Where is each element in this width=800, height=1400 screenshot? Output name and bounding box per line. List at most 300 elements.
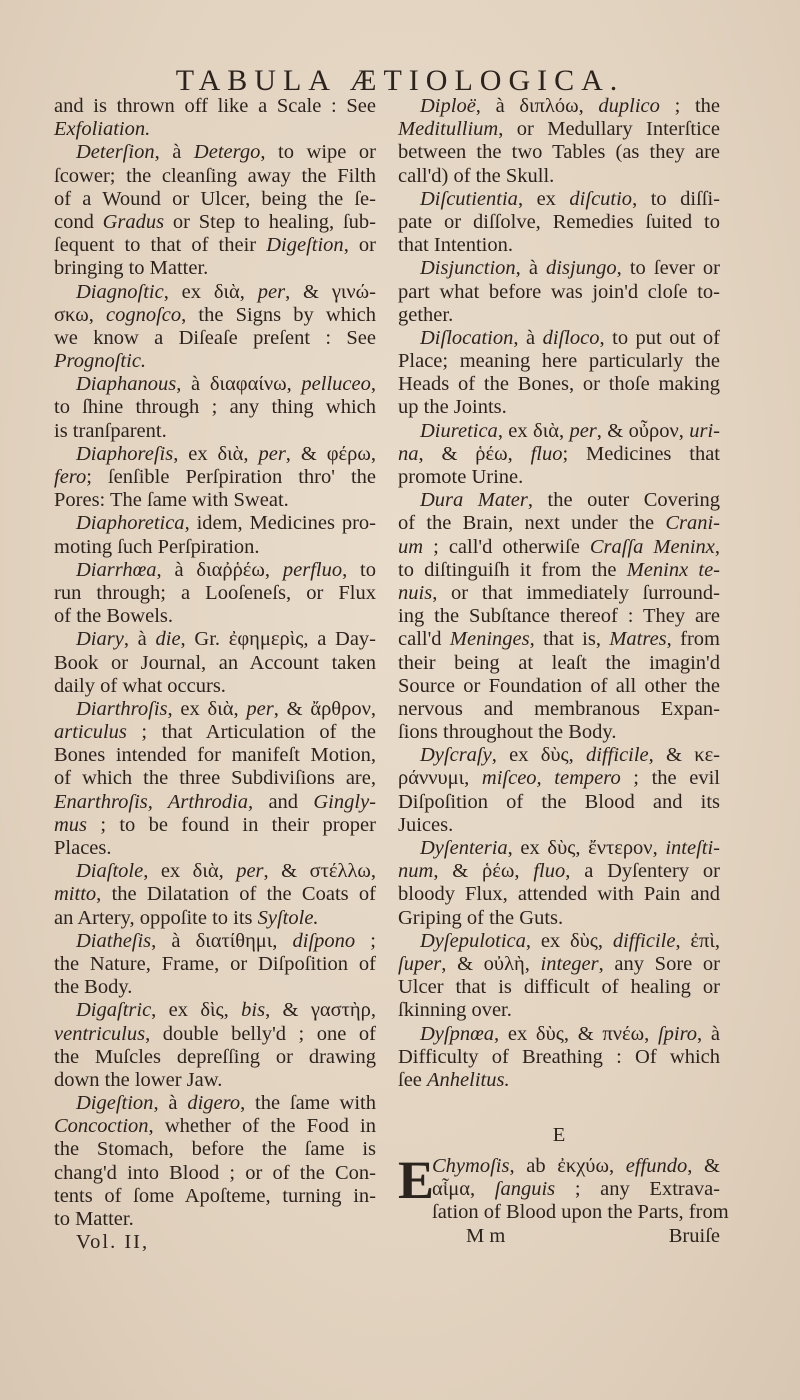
italic-term: integer — [540, 952, 599, 975]
text-line — [54, 327, 376, 350]
text-run: , ἐπὶ, — [675, 929, 720, 952]
text-line — [398, 930, 720, 953]
italic-term: duplico — [598, 95, 660, 117]
text-run: ράννυμι, — [398, 767, 482, 790]
text-line — [54, 1138, 376, 1161]
italic-term: Diarrhœa — [76, 558, 157, 581]
text-line — [398, 141, 720, 164]
text-run: , à διπλόω, — [475, 95, 599, 117]
italic-term: diſpono — [292, 929, 356, 952]
italic-term: Digeſtion — [76, 1092, 154, 1115]
italic-term: Exfoliation. — [54, 118, 151, 141]
text-line — [54, 652, 376, 675]
text-run: Source or Foundation of all other the — [398, 674, 720, 697]
text-run: , any Sore or — [598, 952, 720, 975]
italic-term: disjungo — [546, 257, 617, 280]
text-line — [54, 234, 376, 257]
text-run: ; the evil — [620, 767, 721, 790]
text-line — [398, 165, 720, 188]
italic-term: miſceo, tempero — [481, 767, 621, 790]
italic-term: Prognoſtic. — [54, 350, 147, 373]
text-run: σκω, — [54, 303, 106, 326]
text-run: up the Joints. — [398, 396, 507, 419]
text-line — [398, 234, 720, 257]
text-line — [398, 814, 720, 837]
text-run: run through; a Looſeneſs, or Flux — [54, 581, 376, 604]
text-run: Juices. — [398, 813, 454, 836]
text-run: αἷμα, — [432, 1178, 495, 1201]
text-run: , & ῥέω, — [418, 442, 531, 465]
text-run: Places. — [54, 837, 112, 859]
text-run: Bones intended for manifeſt Motion, — [54, 744, 376, 767]
text-line — [398, 698, 720, 721]
italic-term: Diatheſis — [76, 929, 152, 952]
text-run: , — [370, 373, 376, 396]
text-run: ; ſenſible Perſpiration thro' the — [86, 466, 376, 488]
text-line — [398, 211, 720, 234]
italic-term: Dyſcraſy — [420, 744, 492, 767]
text-run: to Matter. — [54, 1208, 134, 1230]
text-run: , à διαφαίνω, — [176, 373, 302, 396]
italic-term: ſpiro — [657, 1022, 698, 1045]
italic-term: num — [398, 860, 434, 883]
text-run: ſcower; the cleanſing away the Filth — [54, 164, 376, 187]
italic-term: fluo — [530, 442, 563, 465]
italic-term: Craſſa Meninx — [589, 535, 715, 558]
italic-term: perfluo — [282, 558, 343, 581]
italic-term: na — [398, 442, 419, 465]
text-run: , ex διὰ, — [143, 860, 237, 883]
text-run: , to wipe or — [260, 141, 376, 164]
text-run: , & — [687, 1155, 720, 1178]
text-line — [398, 304, 720, 327]
text-run: , the outer Covering — [527, 489, 720, 512]
text-run: , double belly'd ; one of — [145, 1022, 376, 1045]
text-line — [54, 1092, 376, 1115]
text-run: Difficulty of Breathing : Of which — [398, 1045, 720, 1068]
text-run: bloody Flux, attended with Pain and — [398, 883, 720, 906]
text-run: ſation of Blood upon the Parts, from — [432, 1201, 729, 1224]
text-line — [398, 652, 720, 675]
text-line — [54, 141, 376, 164]
text-run: ; Medicines that — [562, 442, 720, 465]
text-line — [54, 814, 376, 837]
text-run: bringing to Matter. — [54, 257, 209, 280]
text-line — [398, 559, 720, 582]
text-run: , the Signs by which — [181, 303, 377, 326]
italic-term: digero — [187, 1092, 241, 1115]
italic-term: Gingly- — [313, 790, 376, 813]
italic-term: Diſlocation — [420, 326, 514, 349]
text-run: Diſpoſition of the Blood and its — [398, 790, 720, 813]
text-run: , à — [697, 1022, 720, 1045]
text-line — [54, 420, 376, 443]
text-line — [398, 744, 720, 767]
text-run: of the Bowels. — [54, 605, 173, 628]
text-line — [398, 420, 720, 443]
text-run: , to ſever or — [616, 257, 720, 280]
text-line — [54, 1046, 376, 1069]
text-run: call'd) of the Skull. — [398, 164, 555, 187]
text-run: , ex διὰ, — [167, 697, 247, 720]
drop-cap-entry-text — [398, 1150, 729, 1225]
italic-term: mus — [54, 813, 88, 836]
text-run: , & φέρω, — [285, 442, 376, 465]
text-line — [54, 559, 376, 582]
text-run: , the ſame with — [240, 1092, 376, 1115]
italic-term: Dura Mater — [420, 489, 528, 512]
italic-term: Diagnoſtic — [76, 280, 164, 303]
text-line — [398, 837, 720, 860]
text-run: ing the Subſtance thereof : They are — [398, 605, 720, 628]
text-run: daily of what occurs. — [54, 674, 226, 697]
text-run: , & γαστὴρ, — [265, 999, 376, 1022]
text-run: , à διαῤῥέω, — [156, 558, 283, 581]
text-line — [54, 257, 376, 280]
text-run: between the two Tables (as they are — [398, 141, 720, 164]
text-run: , & γινώ- — [285, 280, 377, 303]
left-column — [54, 95, 376, 1254]
italic-term: Diarthroſis — [76, 697, 168, 720]
text-line — [54, 373, 376, 396]
text-run: pate or diſſolve, Remedies ſuited to — [398, 210, 720, 233]
text-line — [54, 930, 376, 953]
italic-term: diſloco — [542, 326, 600, 349]
text-run: the Stomach, before the ſame is — [54, 1138, 376, 1161]
page-title: TABULA ÆTIOLOGICA. — [175, 64, 625, 97]
italic-term: die — [155, 628, 181, 651]
text-line — [54, 489, 376, 512]
italic-term: Dyſenteria — [420, 837, 508, 859]
text-run: of which the three Subdiviſions are, — [54, 767, 376, 790]
text-run: ; the — [659, 95, 720, 117]
text-line — [54, 791, 376, 814]
text-run: , ex — [517, 187, 570, 210]
text-line — [398, 188, 720, 211]
text-run: , ex δὺς, — [491, 744, 587, 767]
text-line — [398, 976, 720, 999]
text-run: Griping of the Guts. — [398, 906, 564, 929]
text-run: Heads of the Bones, or thoſe making — [398, 373, 720, 396]
text-line — [54, 512, 376, 535]
text-line — [398, 1178, 720, 1201]
italic-term: effundo — [625, 1155, 688, 1178]
text-line — [398, 350, 720, 373]
text-line — [54, 860, 376, 883]
text-run: and — [253, 790, 314, 813]
text-line — [54, 744, 376, 767]
italic-term: mitto — [54, 883, 97, 906]
text-line — [398, 999, 720, 1022]
text-line — [398, 327, 720, 350]
text-line — [398, 675, 720, 698]
italic-term: Deterſion — [76, 141, 155, 164]
text-run: Pores: The ſame with Sweat. — [54, 489, 289, 512]
italic-term: Disjunction — [420, 257, 516, 280]
italic-term: Anhelitus. — [427, 1068, 510, 1091]
italic-term: Concoction — [54, 1115, 149, 1138]
right-column — [398, 95, 729, 1248]
text-run: , à — [515, 257, 547, 280]
text-run: , & ἄρθρον, — [273, 697, 376, 720]
italic-term: uri- — [689, 419, 720, 442]
text-run: or Step to healing, ſub- — [164, 210, 376, 233]
text-run: , à — [153, 1092, 188, 1115]
italic-term: ſuper — [398, 952, 442, 975]
text-line — [54, 1023, 376, 1046]
text-run: , & ῥέω, — [433, 860, 534, 883]
text-line — [54, 466, 376, 489]
text-line — [54, 721, 376, 744]
text-line — [54, 883, 376, 906]
text-line — [54, 165, 376, 188]
italic-term: ventriculus — [54, 1022, 146, 1045]
text-run: their being at leaſt the imagin'd — [398, 651, 720, 674]
text-line — [54, 281, 376, 304]
text-run: Ulcer that is difficult of healing or — [398, 976, 720, 999]
text-run: down the lower Jaw. — [54, 1068, 223, 1091]
italic-term: bis — [241, 999, 266, 1022]
signature-mark: M m — [466, 1224, 506, 1247]
text-run: , & οὖρον, — [596, 419, 690, 442]
text-run: ; to be found in their proper — [87, 813, 376, 836]
italic-term: fero — [54, 466, 87, 488]
text-run: ſequent to that of their — [54, 234, 267, 257]
italic-term: cognoſco — [105, 303, 182, 326]
text-line — [398, 95, 720, 118]
text-line — [54, 443, 376, 466]
text-line — [54, 536, 376, 559]
italic-term: diſcutio — [569, 187, 633, 210]
text-line — [398, 118, 720, 141]
text-line — [54, 350, 376, 373]
text-run: , ex δὺς, — [525, 929, 613, 952]
italic-term: pelluceo — [301, 373, 371, 396]
text-run: , à — [513, 326, 543, 349]
italic-term: Diploë — [420, 95, 476, 117]
text-line — [54, 628, 376, 651]
text-run: cond — [54, 210, 103, 233]
text-line — [398, 281, 720, 304]
text-run: moting ſuch Perſpiration. — [54, 535, 260, 558]
italic-term: Detergo — [193, 141, 261, 164]
text-line — [398, 907, 720, 930]
italic-term: Chymoſis — [432, 1155, 510, 1178]
text-run: the Muſcles depreſſing or drawing — [54, 1045, 376, 1068]
text-run: , or Medullary Interſtice — [498, 118, 720, 141]
text-run: and is thrown off like a Scale : See — [54, 95, 376, 117]
italic-term: Diuretica — [420, 419, 498, 442]
text-run: ; that Articulation of the — [126, 721, 376, 744]
text-run: , or — [343, 234, 377, 257]
text-run: , & κε- — [648, 744, 720, 767]
text-run: , to put out of — [599, 326, 720, 349]
text-run: , ex δὺς, ἔντερον, — [507, 837, 666, 859]
text-run: an Artery, oppoſite to its — [54, 906, 258, 929]
text-run: , idem, Medicines pro- — [184, 512, 376, 535]
text-run: the Nature, Frame, or Diſpoſition of — [54, 952, 376, 975]
text-run: , to — [342, 558, 377, 581]
text-run: promote Urine. — [398, 466, 524, 488]
text-run: , à — [123, 628, 156, 651]
text-run: Book or Journal, an Account taken — [54, 651, 376, 674]
italic-term: Dyſpnœa — [420, 1022, 495, 1045]
text-line — [398, 860, 720, 883]
text-run: , from — [666, 628, 720, 651]
text-run: to diſtinguiſh it from the — [398, 558, 627, 581]
right-column-text — [398, 95, 720, 1092]
text-line — [398, 605, 720, 628]
italic-term: Digaſtric — [76, 999, 152, 1022]
italic-term: nuis — [398, 581, 433, 604]
text-line — [398, 257, 720, 280]
text-line — [54, 999, 376, 1022]
text-line — [54, 1162, 376, 1185]
text-run: ; — [355, 929, 376, 952]
text-run: , ex δὶς, — [151, 999, 242, 1022]
italic-term: Digeſtion — [266, 234, 344, 257]
text-line — [398, 953, 720, 976]
catchword: Bruiſe — [668, 1224, 720, 1247]
volume-signature: Vol. II, — [76, 1231, 150, 1254]
text-line — [54, 953, 376, 976]
text-line — [54, 95, 376, 118]
text-line — [54, 605, 376, 628]
italic-term: Diaphanous — [76, 373, 177, 396]
text-run: tents of ſome Apoſteme, turning in- — [54, 1184, 376, 1207]
text-run: nervous and membranous Expan- — [398, 697, 720, 720]
text-line — [54, 976, 376, 999]
italic-term: per — [258, 442, 286, 465]
text-line — [54, 1208, 376, 1231]
text-line — [54, 304, 376, 327]
italic-term: Diaphoreſis — [76, 442, 174, 465]
text-line — [54, 188, 376, 211]
text-run: call'd — [398, 628, 450, 651]
text-run: , ex διὰ, — [497, 419, 570, 442]
text-line — [398, 721, 720, 744]
text-line — [398, 1201, 729, 1224]
text-run: , & στέλλω, — [263, 860, 376, 883]
text-run: , à — [154, 141, 194, 164]
text-run: , à διατίθημι, — [151, 929, 293, 952]
text-run: to ſhine through ; any thing which — [54, 396, 376, 419]
text-run: is tranſparent. — [54, 419, 167, 442]
text-run: , & οὐλὴ, — [441, 952, 541, 975]
italic-term: fluo — [533, 860, 566, 883]
italic-term: difficile — [586, 744, 649, 767]
left-column-text — [54, 95, 376, 1231]
text-line — [398, 1046, 720, 1069]
italic-term: articulus — [54, 721, 127, 744]
text-line — [54, 1115, 376, 1138]
drop-cap: E — [398, 1150, 435, 1211]
text-run: , ab ἐκχύω, — [509, 1155, 626, 1178]
section-letter-heading: E — [552, 1124, 566, 1147]
italic-term: Gradus — [102, 210, 165, 233]
text-line — [398, 512, 720, 535]
italic-term: um — [398, 535, 424, 558]
italic-term: Diſcutientia — [420, 187, 518, 210]
text-run: , or that immediately ſurround- — [432, 581, 720, 604]
text-line — [54, 396, 376, 419]
text-run: Place; meaning here particularly the — [398, 350, 720, 373]
italic-term: per — [569, 419, 597, 442]
text-run: of a Wound or Ulcer, being the ſe- — [54, 187, 376, 210]
text-line — [398, 1023, 720, 1046]
text-line — [398, 443, 720, 466]
text-line — [54, 675, 376, 698]
text-run: ſkinning over. — [398, 999, 512, 1022]
text-line — [398, 1069, 720, 1092]
text-line — [54, 211, 376, 234]
text-run: , whether of the Food in — [148, 1115, 376, 1138]
ecchymosis-entry — [398, 1150, 729, 1225]
text-line — [398, 489, 720, 512]
text-line — [54, 118, 376, 141]
text-run: , a Dyſentery or — [565, 860, 720, 883]
text-run: ; any Extrava- — [555, 1178, 720, 1201]
text-line — [54, 767, 376, 790]
text-run: , that is, — [529, 628, 610, 651]
italic-term: difficile — [612, 929, 676, 952]
italic-term: Matres — [609, 628, 667, 651]
text-line — [398, 373, 720, 396]
text-line — [398, 582, 720, 605]
italic-term: Crani- — [665, 512, 720, 535]
text-line — [398, 883, 720, 906]
italic-term: inteſti- — [665, 837, 720, 859]
italic-term: Diary — [76, 628, 124, 651]
text-run: we know a Diſeaſe preſent : See — [54, 326, 376, 349]
text-line — [54, 582, 376, 605]
text-run: part what before was join'd cloſe to- — [398, 280, 720, 303]
text-run: , to diſſi- — [632, 187, 720, 210]
text-line — [398, 1155, 720, 1178]
italic-term: per — [257, 280, 286, 303]
text-run: gether. — [398, 303, 454, 326]
text-run: , the Dilatation of the Coats of — [96, 883, 376, 906]
text-run: the Body. — [54, 976, 133, 999]
text-run: , Gr. ἐφημερὶς, a Day- — [180, 628, 376, 651]
text-line — [398, 396, 720, 419]
text-line — [54, 907, 376, 930]
text-line — [398, 536, 720, 559]
italic-term: Enarthroſis, Arthrodia, — [54, 790, 254, 813]
italic-term: Meditullium — [398, 118, 499, 141]
text-run: that Intention. — [398, 234, 514, 257]
italic-term: Meninx te- — [626, 558, 721, 581]
text-run: ſions throughout the Body. — [398, 721, 617, 744]
text-line — [398, 767, 720, 790]
text-run: ; call'd otherwiſe — [423, 535, 590, 558]
text-run: ſee — [398, 1068, 428, 1091]
italic-term: Diaſtole — [76, 860, 144, 883]
text-run: , ex δὺς, & πνέω, — [494, 1022, 658, 1045]
text-run: , — [714, 535, 720, 558]
text-line — [398, 466, 720, 489]
text-run: chang'd into Blood ; or of the Con- — [54, 1161, 376, 1184]
italic-term: per — [246, 697, 274, 720]
text-line — [54, 1185, 376, 1208]
italic-term: Diaphoretica — [76, 512, 185, 535]
text-run: , ex διὰ, — [163, 280, 258, 303]
italic-term: Dyſepulotica — [420, 929, 526, 952]
text-line — [54, 837, 376, 860]
text-line — [54, 698, 376, 721]
text-line — [398, 791, 720, 814]
italic-term: Meninges — [449, 628, 530, 651]
